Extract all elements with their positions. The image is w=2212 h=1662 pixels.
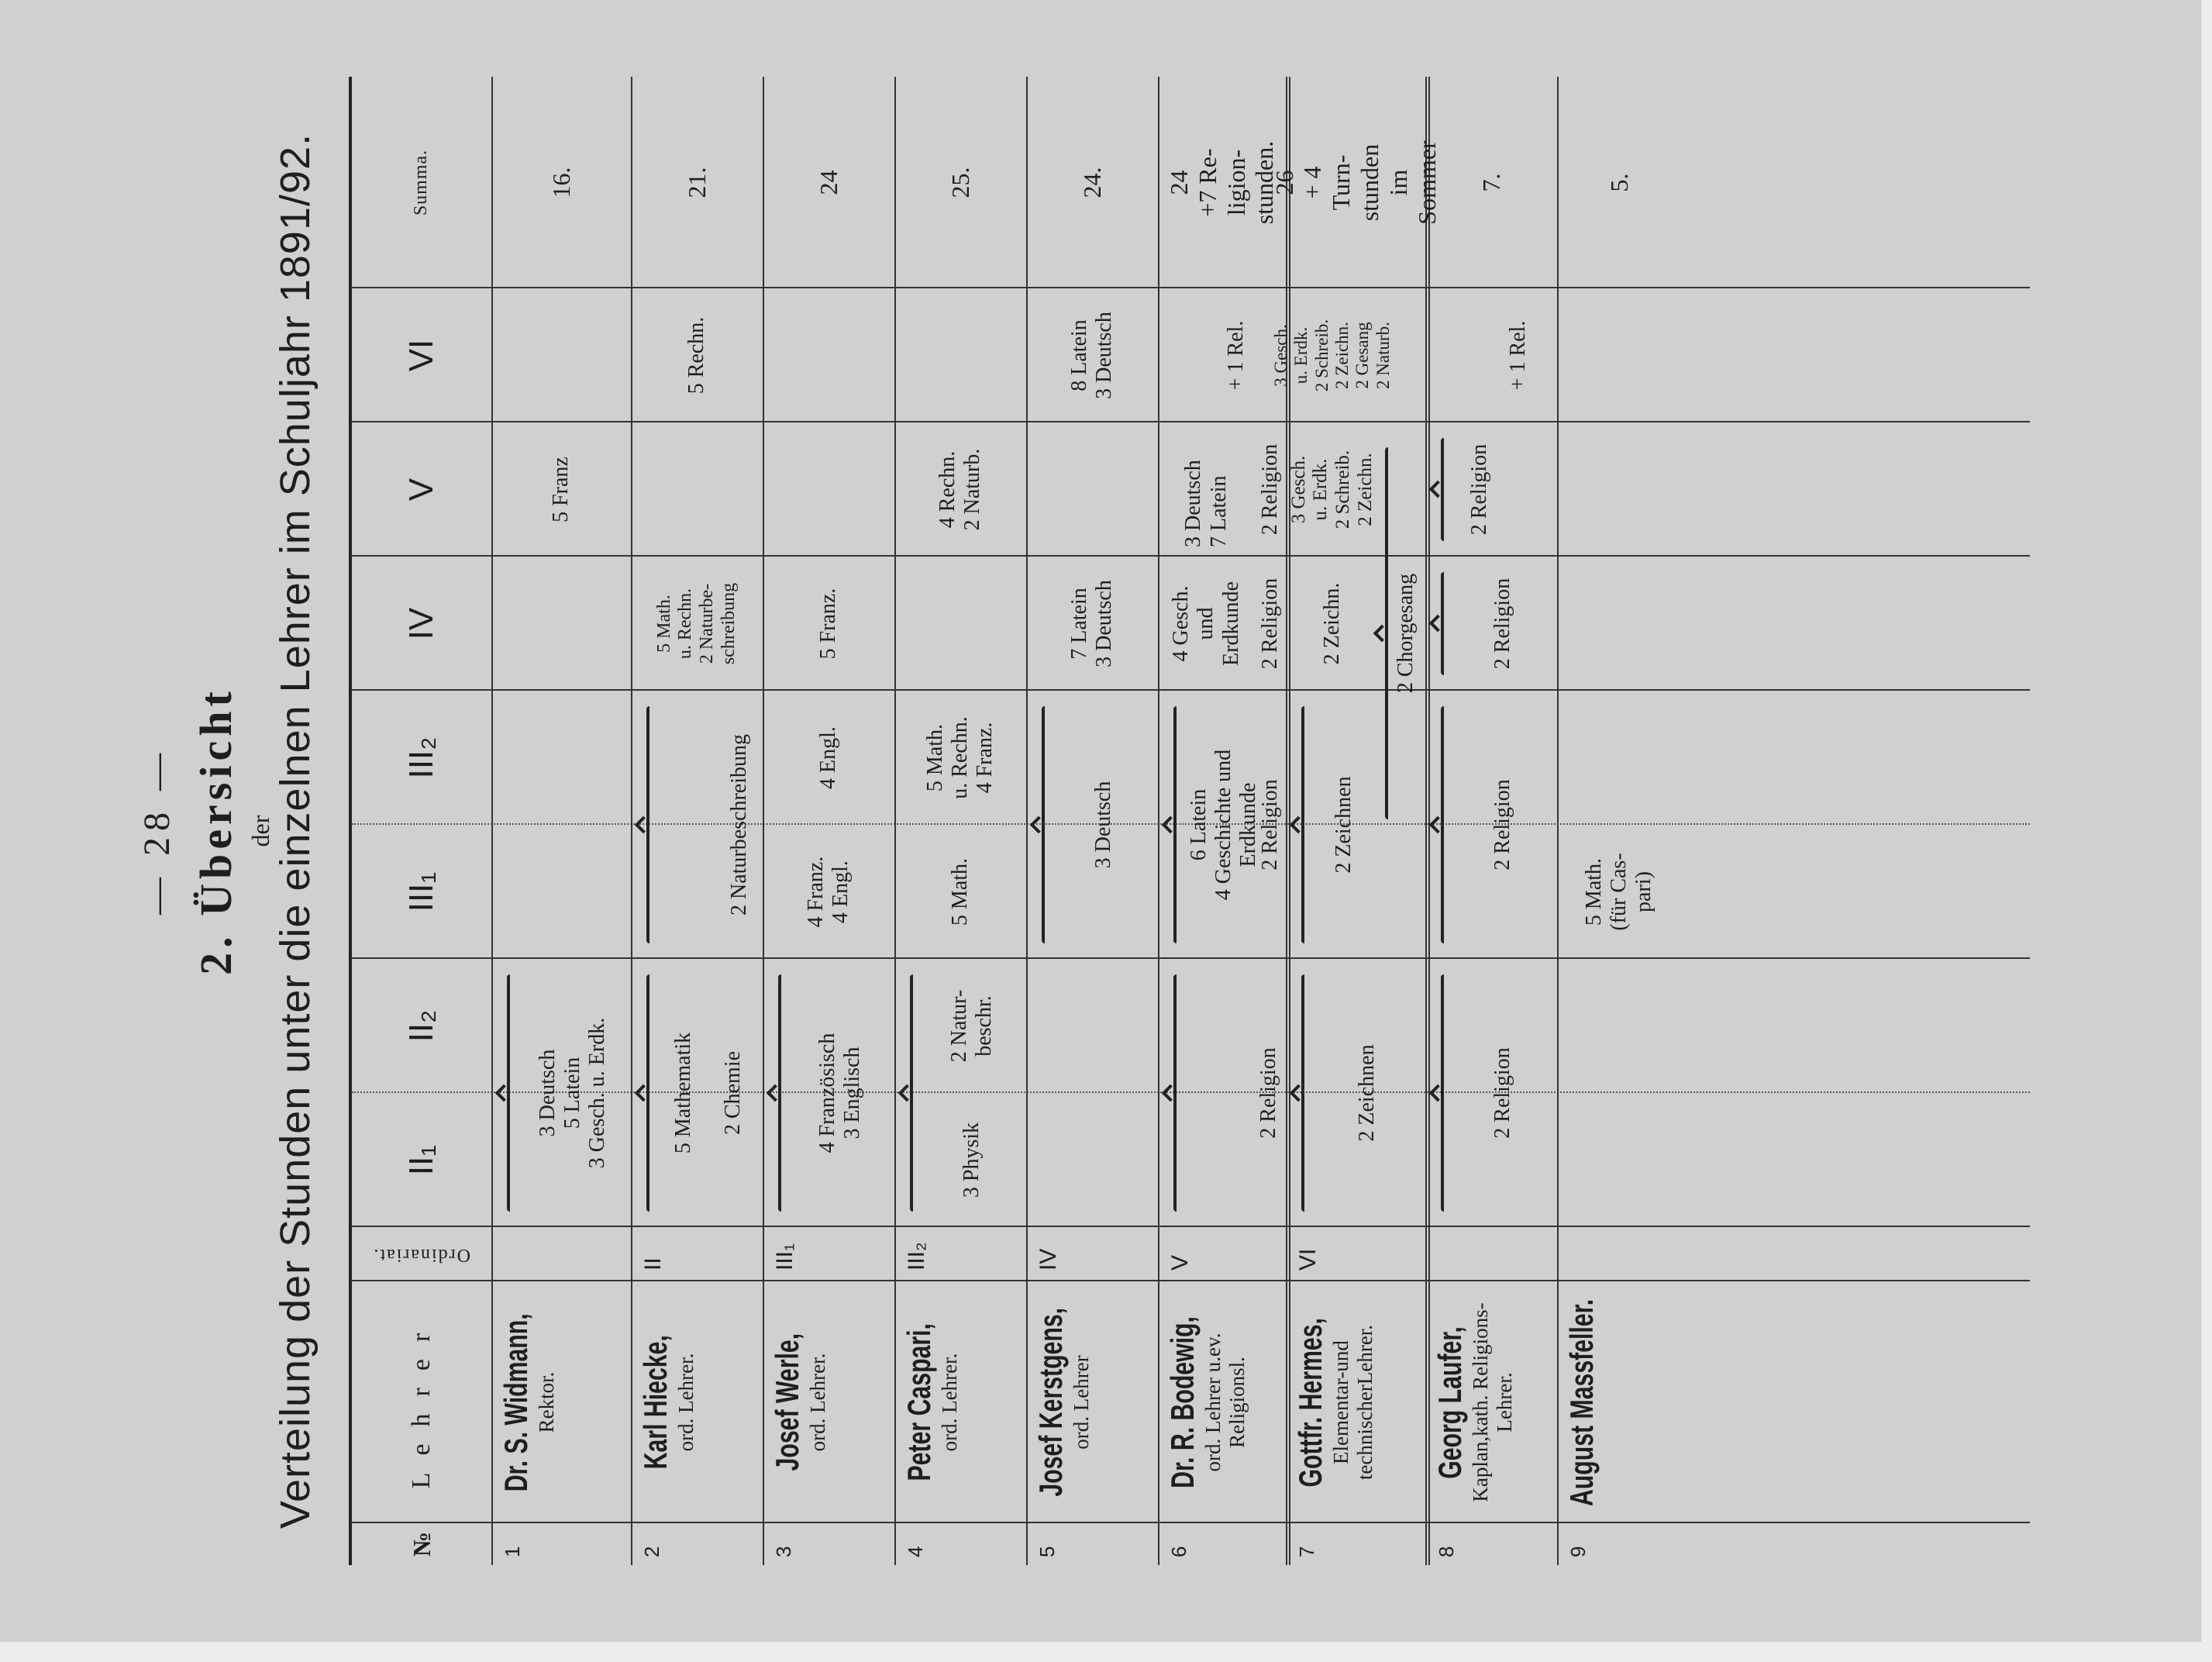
- class-hours: 3 Gesch. u. Erdk. 2 Schreib. 2 Zeichn. 2 Gesang 2 Naturb.: [1270, 319, 1393, 392]
- class-hours: 2 Religion: [1257, 578, 1282, 670]
- class-hours: 2 Religion: [1490, 578, 1514, 670]
- row-sum: 26 + 4 Turn- stunden im Sommer: [1270, 140, 1441, 225]
- teacher-cell: [637, 1286, 760, 1519]
- row-sum: 24: [814, 170, 842, 195]
- teacher-name: Karl Hiecke,: [637, 1335, 674, 1470]
- class-hours: 8 Latein 3 Deutsch: [1066, 312, 1116, 399]
- class-hours: 2 Religion: [1256, 1047, 1280, 1139]
- brace-mark: [910, 974, 913, 1212]
- row-sum: 24 +7 Re- ligion- stunden.: [1164, 140, 1279, 225]
- class-hours: 7 Latein 3 Deutsch: [1066, 580, 1116, 667]
- schedule-table: [349, 77, 2030, 1565]
- brace-mark: [646, 974, 649, 1212]
- row-number: 3: [772, 1546, 795, 1557]
- ordinariat-class: VI: [1295, 1248, 1321, 1271]
- row-sum: 24.: [1077, 167, 1106, 198]
- teacher-name: Dr. S. Widmann,: [498, 1313, 534, 1491]
- row-number: 4: [904, 1546, 927, 1557]
- brace-mark: [1441, 974, 1444, 1212]
- teacher-cell: [1164, 1286, 1283, 1519]
- class-hours: 2 Naturbeschreibung: [726, 733, 751, 916]
- row-sum: 21.: [682, 167, 711, 198]
- class-hours: 3 Physik: [959, 1122, 984, 1198]
- teacher-name: Peter Caspari,: [901, 1323, 937, 1481]
- teacher-cell: [1032, 1286, 1155, 1519]
- teacher-role: ord. Lehrer.: [806, 1353, 830, 1452]
- teacher-cell: [498, 1286, 628, 1519]
- class-hours: 3 Deutsch 5 Latein 3 Gesch. u. Erdk.: [535, 1017, 610, 1169]
- header-class-V: V: [401, 478, 440, 502]
- class-hours: 5 Math.: [947, 857, 972, 926]
- teacher-name: Josef Kerstgens,: [1032, 1308, 1069, 1497]
- header-class-VI: VI: [401, 339, 440, 372]
- class-hours: 2 Zeichnen: [1331, 776, 1356, 874]
- brace-mark: [1042, 706, 1045, 943]
- class-hours: 3 Deutsch 7 Latein: [1181, 460, 1231, 547]
- class-hours: 2 Chorgesang: [1393, 573, 1418, 694]
- brace-mark: [1173, 974, 1177, 1212]
- row-sum: 5.: [1604, 173, 1633, 192]
- teacher-role: ord. Lehrer: [1070, 1355, 1094, 1450]
- title-connector: der: [246, 815, 274, 847]
- document-subtitle: Verteilung der Stunden unter die einzelnen Lehrer im Schuljahr 1891/92.: [272, 133, 319, 1529]
- row-number: 8: [1435, 1546, 1458, 1557]
- class-hours: 3 Deutsch: [1090, 781, 1115, 869]
- brace-mark: [1301, 706, 1304, 943]
- teacher-cell: [1432, 1286, 1554, 1519]
- row-number: 6: [1167, 1546, 1190, 1557]
- class-hours: 5 Mathematik 2 Chemie: [670, 1032, 746, 1154]
- row-sum: 7.: [1476, 173, 1505, 192]
- class-hours: 5 Franz: [548, 457, 573, 522]
- class-hours: 2 Religion: [1257, 443, 1282, 536]
- teacher-name: Dr. R. Bodewig,: [1164, 1316, 1201, 1488]
- brace-mark: [1173, 706, 1177, 943]
- row-sum: 16.: [546, 167, 575, 198]
- brace-mark: [778, 974, 781, 1212]
- header-class-II2: II₂: [401, 1009, 440, 1043]
- teacher-role: Elementar-und technischerLehrer.: [1329, 1324, 1377, 1481]
- class-hours: 4 Rechn. 2 Naturb.: [935, 448, 984, 531]
- class-hours: 2 Zeichn.: [1319, 582, 1344, 665]
- teacher-role: ord. Lehrer.: [938, 1353, 962, 1452]
- ordinariat-class: III₁: [772, 1243, 798, 1271]
- teacher-role: Kaplan,kath. Religions-Lehrer.: [1469, 1302, 1517, 1502]
- teacher-name: Gottfr. Hermes,: [1292, 1317, 1328, 1488]
- brace-mark: [507, 974, 510, 1212]
- header-ordinariat: Ordinariat.: [372, 1244, 471, 1265]
- teacher-name: Josef Werle,: [769, 1333, 805, 1471]
- teacher-cell: [901, 1286, 1023, 1519]
- row-number: 9: [1566, 1546, 1590, 1557]
- row-number: 1: [501, 1546, 524, 1557]
- class-hours: 2 Religion: [1490, 1047, 1514, 1139]
- class-hours: 2 Religion: [1490, 779, 1514, 871]
- teacher-role: ord. Lehrer.: [674, 1353, 698, 1452]
- class-hours: 5 Math. u. Rechn. 4 Franz.: [922, 716, 997, 799]
- brace-mark: [1441, 438, 1444, 541]
- row-number: 5: [1035, 1546, 1059, 1557]
- class-hours: 3 Gesch. u. Erdk. 2 Schreib. 2 Zeichn.: [1287, 450, 1376, 529]
- class-hours: 4 Franz. 4 Engl.: [803, 856, 853, 928]
- brace-mark: [1301, 974, 1304, 1212]
- page-number: — 28 —: [136, 747, 177, 915]
- row-sum: 25.: [946, 167, 974, 198]
- class-hours: 2 Religion: [1257, 779, 1282, 871]
- teacher-name: Georg Laufer,: [1432, 1326, 1468, 1479]
- teacher-cell: [1292, 1286, 1422, 1519]
- ordinariat-class: II: [640, 1257, 666, 1271]
- teacher-role: ord. Lehrer u.ev. Religionsl.: [1201, 1333, 1249, 1472]
- header-class-III1: III₁: [401, 871, 440, 912]
- class-hours: + 1 Rel.: [1223, 320, 1248, 391]
- class-hours: 2 Natur- beschr.: [946, 989, 996, 1063]
- brace-mark: [646, 706, 649, 943]
- ordinariat-class: III₂: [904, 1242, 929, 1271]
- row-number: 7: [1295, 1546, 1318, 1557]
- teacher-name: August Massfeller.: [1563, 1298, 1600, 1506]
- class-hours: 5 Rechn.: [684, 316, 708, 395]
- teacher-cell: [1563, 1286, 1678, 1519]
- header-divider: [491, 77, 493, 1565]
- header-number: №: [407, 1531, 436, 1557]
- class-hours: 4 Gesch. und Erdkunde: [1169, 581, 1243, 666]
- header-class-IV: IV: [401, 607, 440, 640]
- class-hours: 6 Latein 4 Geschichte und Erdkunde: [1186, 749, 1261, 901]
- brace-mark: [1441, 572, 1444, 675]
- brace-mark: [1385, 447, 1388, 819]
- class-hours: 4 Französisch 3 Englisch: [815, 1033, 864, 1153]
- brace-mark: [1441, 706, 1444, 943]
- header-teacher: Lehrer: [407, 1315, 436, 1489]
- class-hours: 2 Zeichnen: [1354, 1044, 1379, 1142]
- teacher-cell: [769, 1286, 891, 1519]
- header-sum: Summa.: [411, 149, 432, 216]
- header-class-III2: III₂: [401, 736, 440, 779]
- class-hours: + 1 Rel.: [1505, 320, 1530, 391]
- section-divider: [1425, 77, 1430, 1565]
- document-title: 2. Übersicht: [191, 687, 241, 975]
- class-hours: 5 Math. u. Rechn. 2 Naturbe- schreibung: [653, 582, 739, 665]
- class-hours: 5 Franz.: [815, 588, 840, 660]
- class-hours: 2 Religion: [1466, 443, 1491, 536]
- column-line: [352, 1522, 2030, 1523]
- row-number: 2: [640, 1546, 663, 1557]
- ordinariat-class: IV: [1035, 1248, 1061, 1271]
- row-divider: [1557, 77, 1559, 1565]
- teacher-role: Rektor.: [535, 1371, 559, 1433]
- class-hours: 5 Math. (für Cas- pari): [1581, 853, 1656, 931]
- header-class-II1: II₁: [401, 1144, 440, 1176]
- class-hours: 4 Engl.: [815, 726, 840, 789]
- column-line: [352, 1280, 2030, 1281]
- ordinariat-class: V: [1167, 1254, 1193, 1271]
